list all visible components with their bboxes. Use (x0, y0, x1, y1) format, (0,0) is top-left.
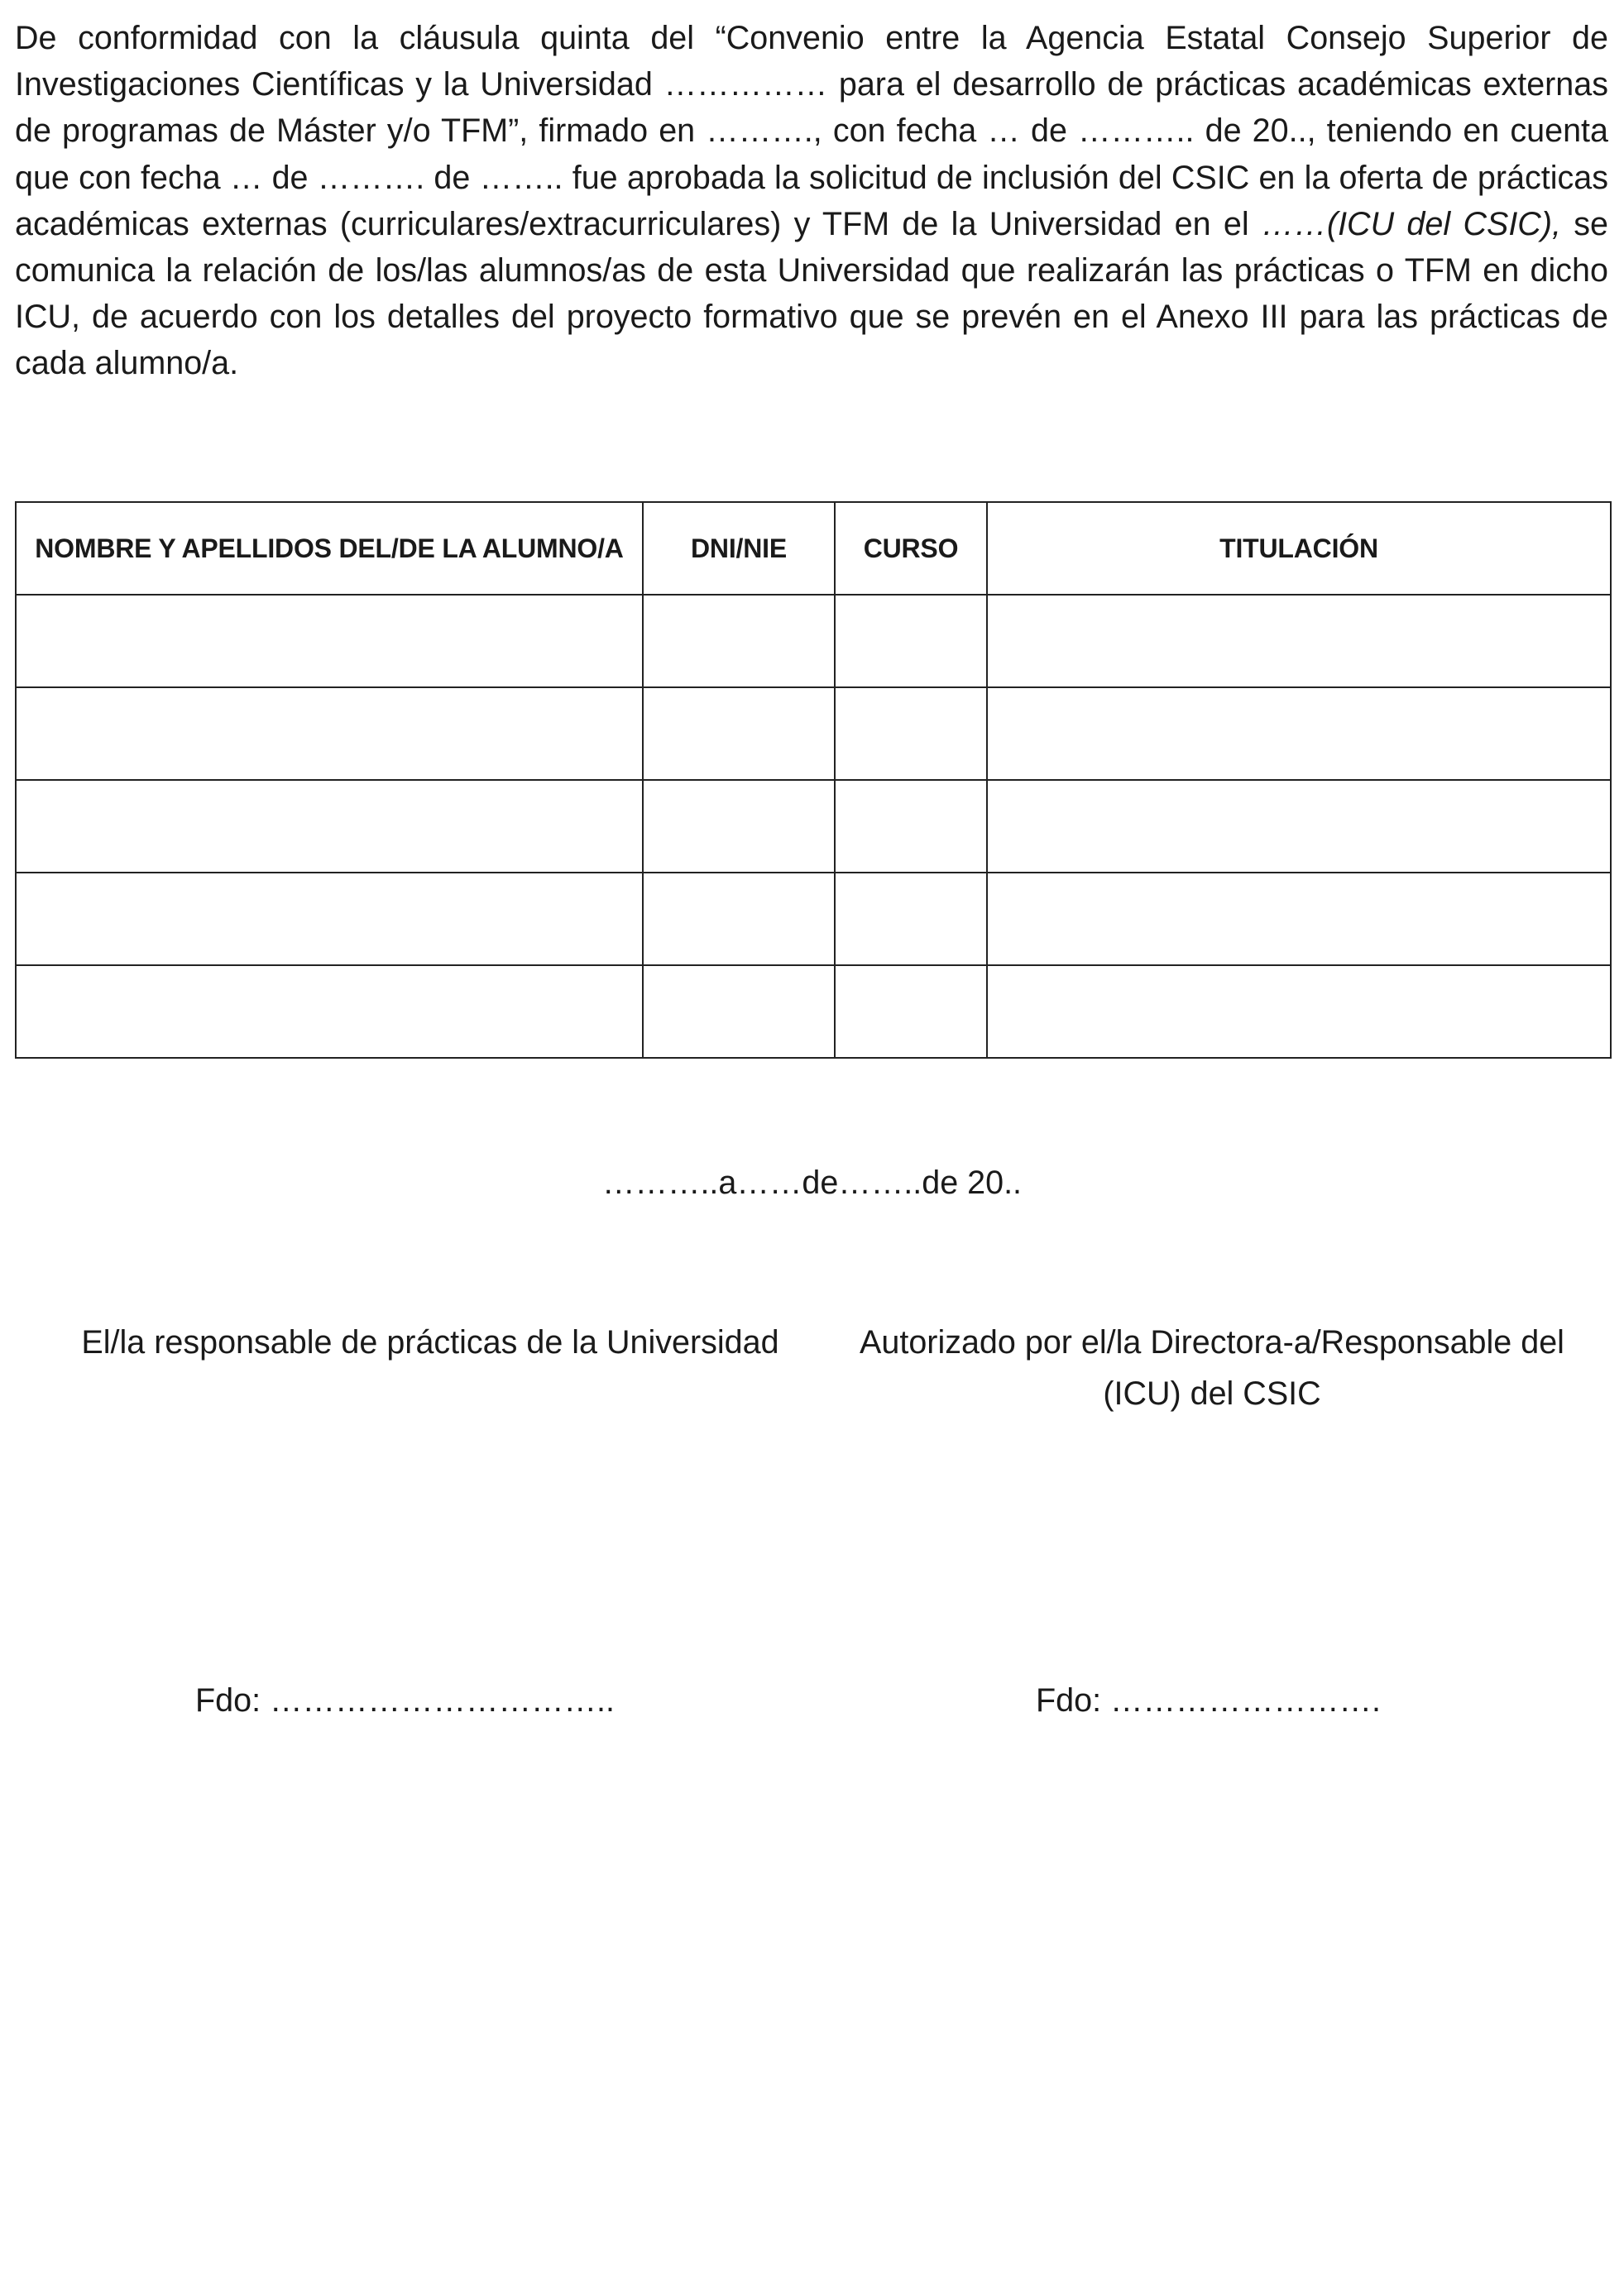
cell-curso[interactable] (835, 780, 987, 873)
university-signatory-label: El/la responsable de prácticas de la Universidad (81, 1324, 779, 1361)
cell-dni[interactable] (643, 965, 835, 1058)
intro-text-end: se comunica la relación de los/las alumnos/as de esta Universidad que realizarán las prácticas o TFM en dicho ICU, de acuerdo con los detalles del proyecto formativo que se prevén en el Anexo III para las prácticas de cada alumno/a. (15, 205, 1608, 382)
table-header-row (16, 502, 1611, 595)
table-row (16, 687, 1611, 780)
cell-titulacion[interactable] (987, 780, 1611, 873)
cell-nombre[interactable] (16, 873, 643, 965)
header-curso: CURSO (835, 502, 987, 595)
cell-titulacion[interactable] (987, 873, 1611, 965)
header-nombre: NOMBRE Y APELLIDOS DEL/DE LA ALUMNO/A (16, 502, 643, 595)
cell-dni[interactable] (643, 780, 835, 873)
table-row (16, 780, 1611, 873)
cell-dni[interactable] (643, 687, 835, 780)
cell-curso[interactable] (835, 965, 987, 1058)
header-dni: DNI/NIE (643, 502, 835, 595)
cell-nombre[interactable] (16, 687, 643, 780)
intro-italic-icu: ……(ICU del CSIC), (1261, 205, 1561, 242)
place-date-line: ………..a……de……..de 20.. (601, 1165, 1023, 1201)
cell-nombre[interactable] (16, 780, 643, 873)
cell-dni[interactable] (643, 873, 835, 965)
cell-titulacion[interactable] (987, 965, 1611, 1058)
cell-curso[interactable] (835, 595, 987, 687)
cell-dni[interactable] (643, 595, 835, 687)
table-row (16, 595, 1611, 687)
cell-curso[interactable] (835, 873, 987, 965)
csic-signatory-label (827, 1317, 1597, 1419)
cell-titulacion[interactable] (987, 595, 1611, 687)
intro-text-start: De conformidad con la cláusula quinta del “Convenio entre la Agencia Estatal Consejo Superior de Investigaciones Científicas y la Universidad …………… para el desarrollo de prácticas académicas externas de programas de Máster y/o TFM”, firmado en ………., con fecha … de ……….. de 20.., teniendo en cuenta que con fecha … de ………. de …….. fue aprobada la solicitud de inclusión del CSIC en la oferta de prácticas académicas externas (curriculares/extracurriculares) y TFM de la Universidad en el (15, 20, 1608, 242)
header-titulacion: TITULACIÓN (987, 502, 1611, 595)
table-row (16, 873, 1611, 965)
university-signature-field[interactable]: Fdo: ………………………….. (195, 1682, 615, 1719)
table-row (16, 965, 1611, 1058)
cell-nombre[interactable] (16, 595, 643, 687)
cell-titulacion[interactable] (987, 687, 1611, 780)
csic-signature-field[interactable]: Fdo: ……………………. (1036, 1682, 1381, 1719)
csic-signatory-line1: Autorizado por el/la Directora-a/Responsable del (860, 1324, 1564, 1361)
csic-signatory-line2: (ICU) del CSIC (1103, 1375, 1321, 1412)
students-table (15, 501, 1612, 1059)
cell-nombre[interactable] (16, 965, 643, 1058)
cell-curso[interactable] (835, 687, 987, 780)
intro-paragraph (15, 15, 1608, 387)
